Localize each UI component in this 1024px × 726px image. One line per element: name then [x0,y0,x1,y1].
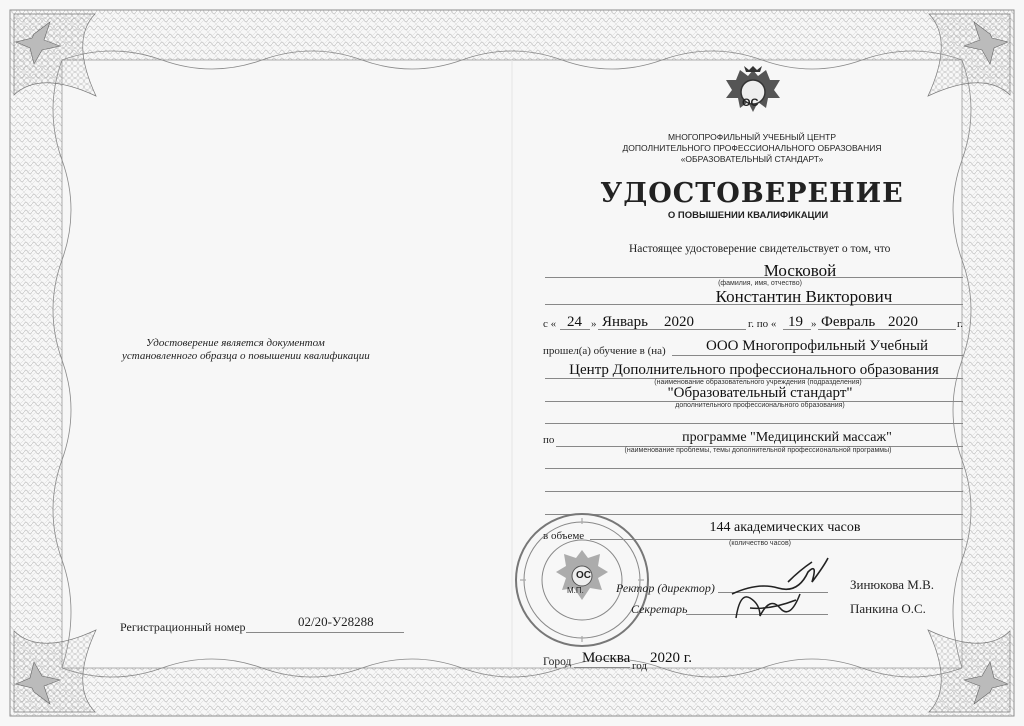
document-title: УДОСТОВЕРЕНИЕ [600,178,904,209]
name-caption: (фамилия, имя, отчество) [718,280,802,287]
year-label: год [632,660,648,672]
program-caption: (наименование проблемы, темы дополнительной профессиональной программы) [624,447,892,454]
blank-line-1 [545,423,963,424]
institution-line-2: Центр Дополнительного профессионального образования [569,362,939,378]
left-note-line-1: Удостоверение является документом [146,337,325,349]
inst-line-1-rule [672,355,963,356]
hours-caption: (количество часов) [729,540,791,547]
given-names-value: Константин Викторович [715,287,893,306]
hours-value: 144 академических часов [709,520,861,535]
registration-label: Регистрационный номер [120,620,246,634]
year-suffix: г. [957,318,964,330]
to-day: 19 [788,314,803,330]
left-note-line-2: установленного образца о повышении квалификации [122,350,370,362]
year-value: 2020 г. [650,650,692,666]
intro-text: Настоящее удостоверение свидетельствует о том, что [629,243,891,255]
to-prefix: г. по « [748,318,777,330]
city-value: Москва [582,650,631,666]
eagle-emblem-icon [722,62,784,124]
stamp-label: ОС [576,570,591,581]
to-mid: » [811,318,817,330]
secretary-name: Панкина О.С. [850,601,926,616]
org-line-2: ДОПОЛНИТЕЛЬНОГО ПРОФЕССИОНАЛЬНОГО ОБРАЗОВАНИЯ [622,143,882,153]
blank-line-3 [545,491,963,492]
rector-name: Зинюкова М.В. [850,577,935,592]
institution-line-1: ООО Многопрофильный Учебный [706,338,928,354]
program-value: программе "Медицинский массаж" [682,430,892,445]
from-prefix: с « [543,318,557,330]
from-day: 24 [567,314,582,330]
org-line-3: «ОБРАЗОВАТЕЛЬНЫЙ СТАНДАРТ» [680,154,824,164]
institution-caption: (наименование образовательного учреждения (подразделения) [654,379,862,386]
blank-line-2 [545,468,963,469]
surname-value: Московой [763,261,837,280]
emblem-label: ОС [742,97,759,109]
city-rule [574,667,630,668]
trained-label: прошел(а) обучение в (на) [543,345,666,357]
from-year: 2020 [664,314,694,330]
to-year: 2020 [888,314,918,330]
institution-caption-2: дополнительного профессионального образования) [675,402,845,409]
institution-line-3: "Образовательный стандарт" [667,385,853,401]
from-month: Январь [602,314,648,330]
stamp-center-text: М.П. [567,586,584,595]
from-mid: » [591,318,597,330]
by-label: по [543,434,555,446]
document-subtitle: О ПОВЫШЕНИИ КВАЛИФИКАЦИИ [667,210,829,221]
org-line-1: МНОГОПРОФИЛЬНЫЙ УЧЕБНЫЙ ЦЕНТР [667,132,837,142]
registration-number: 02/20-У28288 [298,614,374,629]
secretary-label: Секретарь [631,602,688,616]
to-month: Февраль [821,314,876,330]
secretary-signature [730,588,810,622]
volume-label: в объеме [543,530,585,542]
city-label: Город [543,656,572,668]
surname-line [545,277,963,278]
rector-label: Ректор (директор) [616,581,715,595]
registration-line [246,632,404,633]
